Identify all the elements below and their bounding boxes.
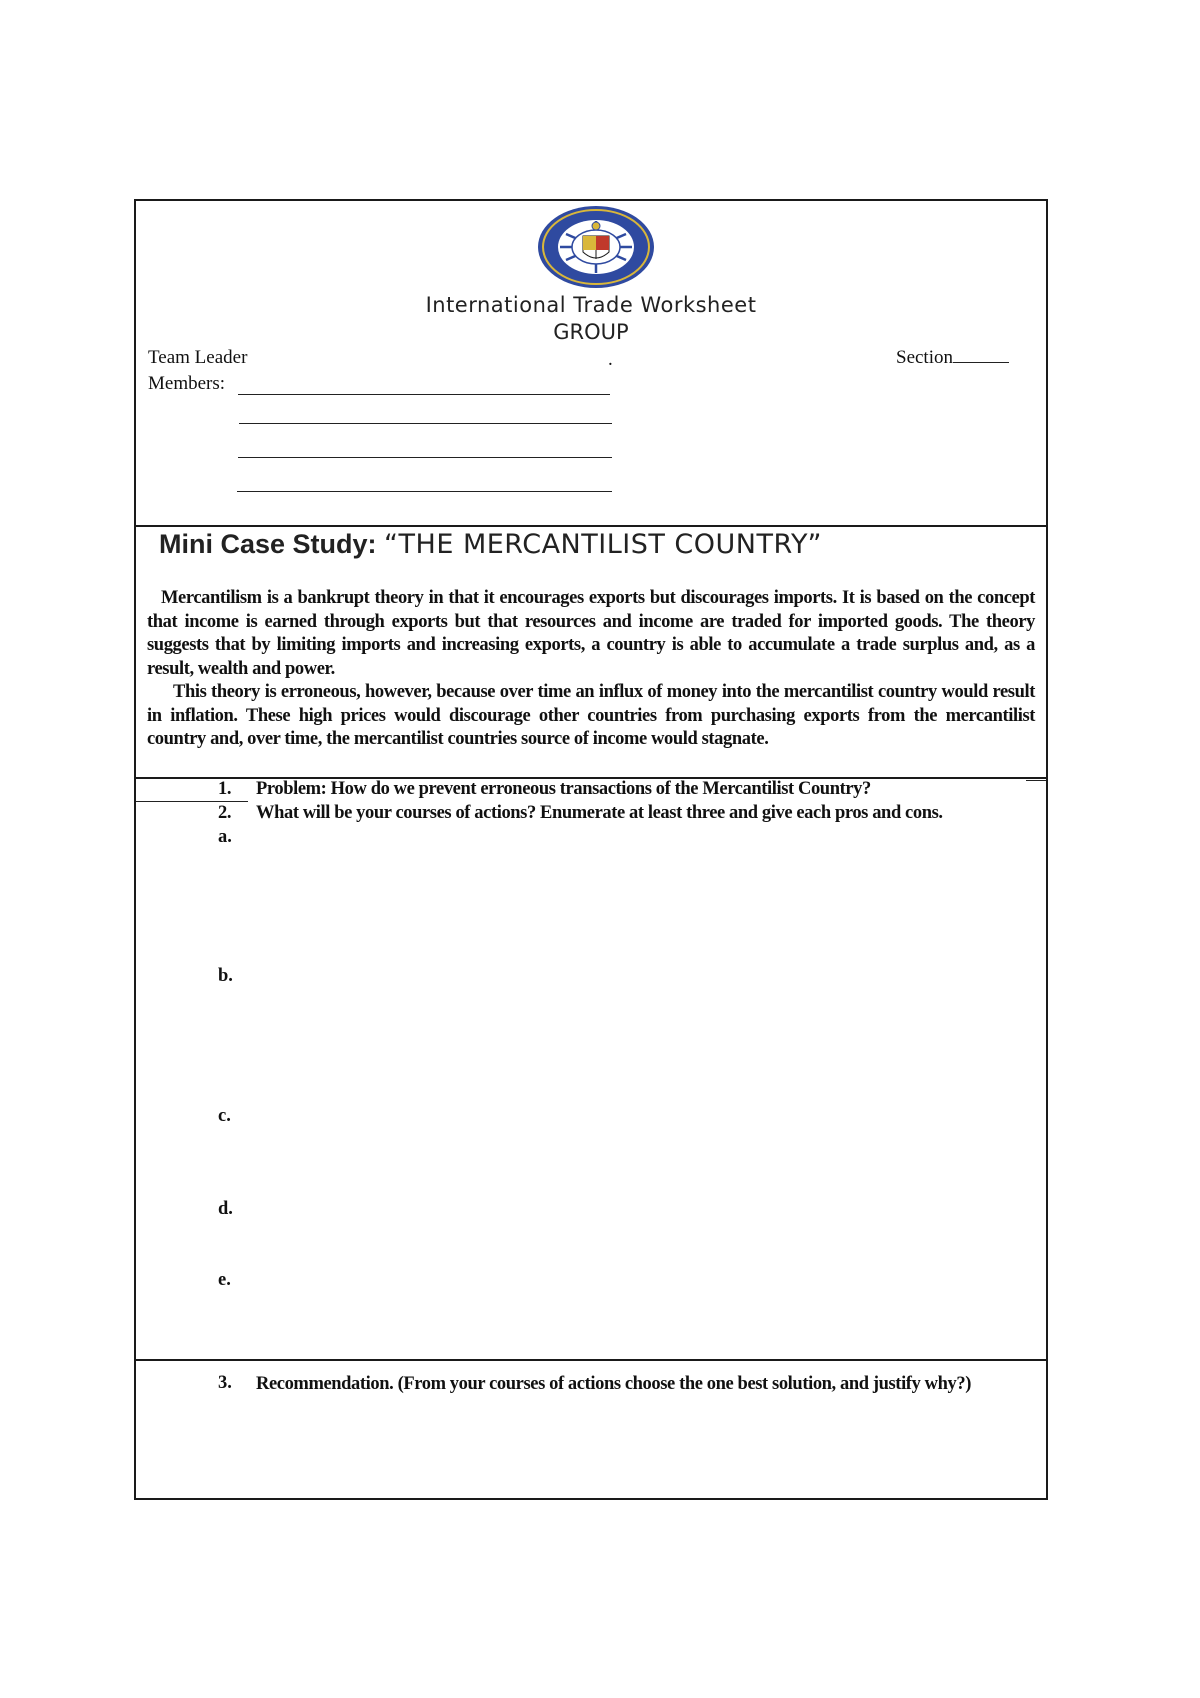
university-seal-icon (536, 204, 656, 290)
case-paragraph-2: This theory is erroneous, however, because over time an influx of money into the mercantilist country would result in inflation. These high prices would discourage other countries from purchasing exports from the mercantilist country and, over time, the mercantilist countries source of income would stagnate. (147, 682, 1035, 749)
section-field[interactable] (896, 347, 1009, 369)
questions-section (136, 779, 1046, 1361)
case-study-title-quote: “THE MERCANTILIST COUNTRY” (384, 529, 823, 560)
question-2 (136, 803, 1046, 827)
section-label: Section (896, 347, 953, 368)
worksheet-frame (134, 199, 1048, 1500)
answer-item-b[interactable]: b. (218, 966, 233, 986)
case-study-title-prefix: Mini Case Study: (159, 529, 385, 559)
recommendation-section[interactable] (136, 1361, 1046, 1500)
question-1-number: 1. (218, 779, 232, 799)
section-blank-line[interactable] (953, 362, 1009, 363)
member-line-4[interactable] (237, 491, 612, 492)
case-paragraph-1: Mercantilism is a bankrupt theory in that it encourages exports but discourages imports. It is based on the concept that income is earned through exports but that resources and income are traded for imported goods. The theory suggests that by limiting imports and increasing exports, a country is able to accumulate a trade surplus and, as a result, wealth and power. (147, 588, 1035, 679)
answer-item-e[interactable]: e. (218, 1270, 231, 1290)
question-1-text: Problem: How do we prevent erroneous transactions of the Mercantilist Country? (256, 779, 871, 799)
header-section (136, 201, 1046, 527)
case-study-section (136, 527, 1046, 779)
question-1 (136, 779, 1046, 803)
worksheet-title: International Trade Worksheet (425, 293, 757, 317)
member-line-2[interactable] (239, 423, 612, 424)
group-label: GROUP (553, 320, 629, 344)
recommendation-text: Recommendation. (From your courses of actions choose the one best solution, and justify why?) (256, 1374, 971, 1394)
answer-item-c[interactable]: c. (218, 1106, 231, 1126)
members-label: Members: (148, 373, 226, 394)
question-2-text: What will be your courses of actions? Enumerate at least three and give each pros and cons. (256, 803, 943, 823)
recommendation-number: 3. (218, 1373, 232, 1393)
member-line-1[interactable] (238, 394, 610, 395)
team-leader-label: Team Leader (148, 347, 248, 368)
member-line-3[interactable] (238, 457, 612, 458)
case-study-body (147, 587, 1035, 752)
answer-item-a[interactable]: a. (218, 827, 232, 847)
answer-item-d[interactable]: d. (218, 1199, 233, 1219)
question-2-number: 2. (218, 803, 232, 823)
team-leader-dot: . (608, 349, 613, 370)
case-study-title (159, 529, 822, 560)
